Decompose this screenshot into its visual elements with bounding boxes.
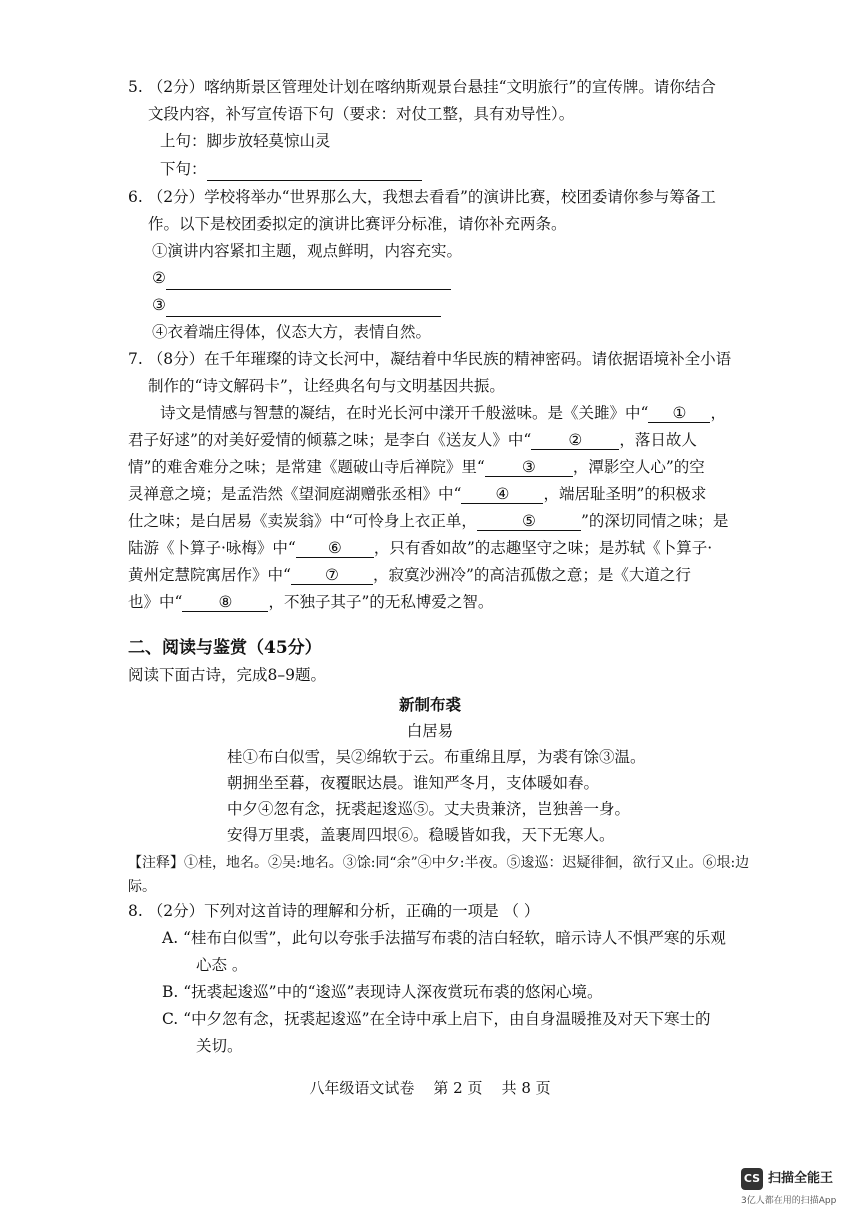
q7-text: ，落日故人	[619, 431, 697, 449]
q7-text: ，只有香如故”的志趣坚守之味；是苏轼《卜算子·	[373, 539, 713, 557]
q8-option-b[interactable]: B. “抚裘起逡巡”中的“逡巡”表现诗人深夜赏玩布裘的悠闲心境。	[162, 983, 603, 1001]
q7-text: ，潭影空人心”的空	[572, 458, 705, 476]
q7-blank-3[interactable]: ③	[485, 458, 573, 477]
q6-criterion-2-marker: ②	[152, 269, 166, 287]
poem-author: 白居易	[406, 722, 454, 740]
q7-text: 君子好逑”的对美好爱情的倾慕之味；是李白《送友人》中“	[128, 431, 532, 449]
q6-stem-line1: 6. （2分）学校将举办“世界那么大，我想去看看”的演讲比赛，校团委请你参与筹备工	[128, 188, 716, 206]
q7-stem-line1: 7. （8分）在千年璀璨的诗文长河中，凝结着中华民族的精神密码。请依据语境补全小语	[128, 350, 732, 368]
q7-passage-line3	[128, 456, 705, 478]
section-intro: 阅读下面古诗，完成8–9题。	[128, 666, 326, 684]
watermark-subtitle: 3亿人都在用的扫描App	[741, 1196, 837, 1206]
q7-blank-1[interactable]: ①	[648, 404, 710, 423]
q6-criterion-3-blank[interactable]	[166, 294, 441, 317]
poem-line-4: 安得万里裘，盖裹周四垠⑥。稳暖皆如我，天下无寒人。	[227, 826, 615, 844]
poem-title: 新制布裘	[398, 695, 461, 714]
q7-text: ，不独子其子”的无私博爱之智。	[268, 593, 494, 611]
q8-option-a-cont: 心态 。	[196, 956, 248, 974]
q7-blank-4[interactable]: ④	[461, 485, 543, 504]
q7-text: 情”的难舍难分之味；是常建《题破山寺后禅院》里“	[128, 458, 485, 476]
q7-passage-line8	[128, 591, 493, 613]
q6-criterion-2	[152, 267, 451, 290]
q7-text: 陆游《卜算子·咏梅》中“	[128, 539, 296, 557]
q7-passage-line2	[128, 429, 697, 451]
q7-blank-8[interactable]: ⑧	[182, 593, 268, 612]
q5-stem-line2: 文段内容，补写宣传语下句（要求：对仗工整，具有劝导性）。	[148, 105, 575, 123]
q7-blank-5[interactable]: ⑤	[477, 512, 581, 531]
q7-text: ，端居耻圣明”的积极求	[543, 485, 707, 503]
watermark-name: 扫描全能王	[768, 1171, 834, 1186]
q6-criterion-4: ④衣着端庄得体，仪态大方，表情自然。	[152, 323, 432, 341]
q7-text: 仕之味；是白居易《卖炭翁》中“可怜身上衣正单，	[128, 512, 477, 530]
q6-criterion-3-marker: ③	[152, 296, 166, 314]
q7-text: ，寂寞沙洲冷”的高洁孤傲之意；是《大道之行	[372, 566, 691, 584]
section-heading: 二、阅读与鉴赏（45分）	[128, 638, 322, 658]
q7-passage-line1	[160, 402, 726, 424]
q5-stem-line1: 5. （2分）喀纳斯景区管理处计划在喀纳斯观景台悬挂“文明旅行”的宣传牌。请你结合	[128, 78, 716, 96]
q7-blank-6[interactable]: ⑥	[296, 539, 374, 558]
q8-option-c[interactable]: C. “中夕忽有念，抚裘起逡巡”在全诗中承上启下，由自身温暖推及对天下寒士的	[162, 1010, 711, 1028]
q7-text: 诗文是情感与智慧的凝结，在时光长河中漾开千般滋味。是《关雎》中“	[160, 404, 649, 422]
q6-criterion-3	[152, 294, 441, 317]
q7-blank-2[interactable]: ②	[531, 431, 619, 450]
q7-passage-line4	[128, 483, 706, 505]
poem-line-1: 桂①布白似雪，吴②绵软于云。布重绵且厚，为裘有馀③温。	[227, 748, 646, 766]
q8-option-c-cont: 关切。	[196, 1037, 243, 1055]
q7-passage-line5	[128, 510, 728, 532]
q7-passage-line6	[128, 537, 712, 559]
notes-line2: 际。	[128, 879, 156, 895]
q7-text: ”的深切同情之味；是	[580, 512, 729, 530]
poem-line-3: 中夕④忽有念，抚裘起逡巡⑤。丈夫贵兼济，岂独善一身。	[227, 800, 631, 818]
q5-answer-blank[interactable]	[207, 158, 422, 181]
q5-upper-line: 上句：脚步放轻莫惊山灵	[160, 132, 331, 150]
q7-stem-line2: 制作的“诗文解码卡”，让经典名句与文明基因共振。	[148, 377, 505, 395]
q6-stem-line2: 作。以下是校团委拟定的演讲比赛评分标准，请你补充两条。	[148, 215, 567, 233]
notes-line1: 【注释】①桂，地名。②吴:地名。③馀:同“余”④中夕:半夜。⑤逡巡：迟疑徘徊，欲行又止。⑥垠:边	[128, 855, 750, 871]
q7-blank-7[interactable]: ⑦	[291, 566, 373, 585]
q6-criterion-2-blank[interactable]	[166, 267, 451, 290]
poem-line-2: 朝拥坐至暮，夜覆眠达晨。谁知严冬月，支体暖如春。	[227, 774, 600, 792]
q7-text: 黄州定慧院寓居作》中“	[128, 566, 291, 584]
q6-criterion-1: ①演讲内容紧扣主题，观点鲜明，内容充实。	[152, 242, 463, 260]
camscanner-logo-icon: CS	[741, 1168, 763, 1190]
q8-stem: 8. （2分）下列对这首诗的理解和分析，正确的一项是 （ ）	[128, 902, 540, 920]
q7-text: 灵禅意之境；是孟浩然《望洞庭湖赠张丞相》中“	[128, 485, 462, 503]
q8-option-a[interactable]: A. “桂布白似雪”，此句以夸张手法描写布裘的洁白轻软，暗示诗人不惧严寒的乐观	[162, 929, 726, 947]
q7-text: 也》中“	[128, 593, 183, 611]
q5-lower-label: 下句：	[160, 160, 207, 178]
q5-lower-line	[160, 158, 422, 181]
page-footer: 八年级语文试卷 第 2 页 共 8 页	[309, 1079, 551, 1097]
q7-text: ，	[710, 404, 726, 422]
q7-passage-line7	[128, 564, 691, 586]
